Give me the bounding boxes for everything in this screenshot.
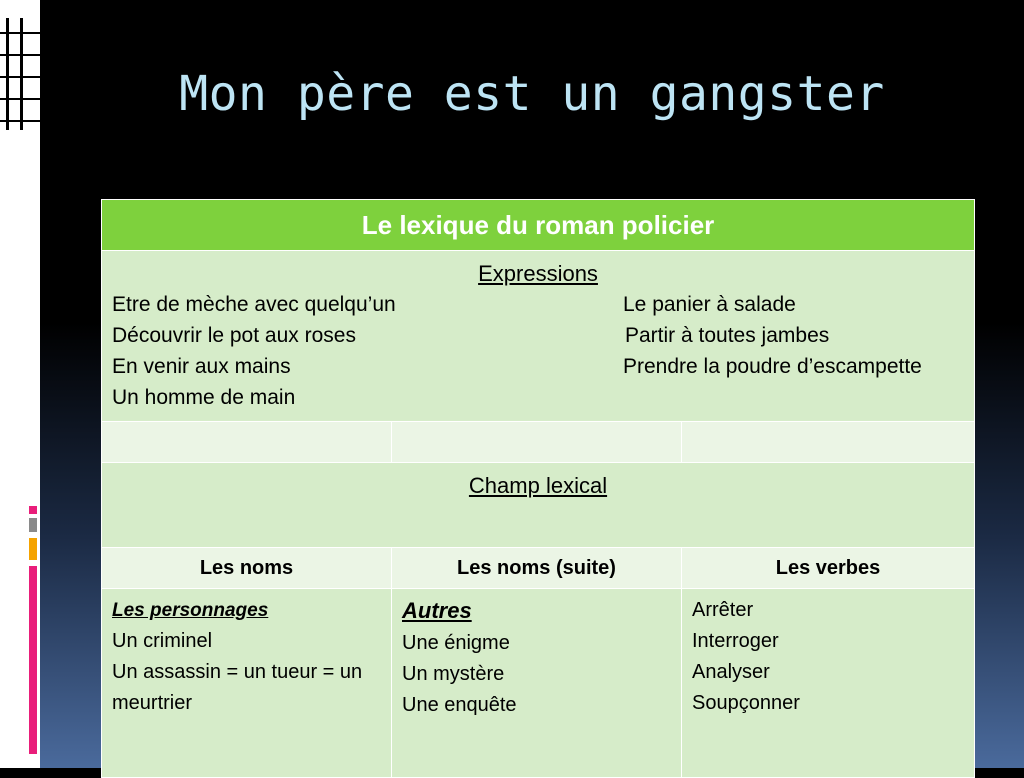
- list-item: Une énigme: [402, 632, 510, 654]
- noms-cell: [102, 589, 392, 778]
- slide-title: Mon père est un gangster: [179, 66, 885, 122]
- list-item: Une enquête: [402, 694, 517, 716]
- autres-subtitle: Autres: [402, 598, 472, 623]
- column-header-verbes: Les verbes: [682, 548, 975, 589]
- noms-suite-cell: [392, 589, 682, 778]
- accent-bar-pink: [29, 566, 37, 754]
- expressions-title: Expressions: [478, 261, 598, 286]
- empty-cell: [392, 422, 682, 463]
- expression-right: Partir à toutes jambes: [625, 324, 830, 347]
- lexicon-table: [101, 199, 975, 778]
- expression-right: Prendre la poudre d’escampette: [623, 355, 922, 378]
- accent-bar-pink-small: [29, 506, 37, 514]
- accent-bar-gray: [29, 518, 37, 532]
- expression-row: [112, 351, 964, 382]
- table-header: Le lexique du roman policier: [102, 200, 975, 251]
- expression-right: Le panier à salade: [623, 293, 796, 316]
- expression-left: En venir aux mains: [112, 355, 291, 378]
- expressions-cell: [102, 251, 975, 422]
- column-header-noms-suite: Les noms (suite): [392, 548, 682, 589]
- list-item: Un criminel: [112, 630, 213, 652]
- left-decoration-strip: [0, 0, 40, 768]
- personnages-subtitle: Les personnages: [112, 600, 269, 621]
- list-item: Interroger: [692, 630, 779, 652]
- list-item: Un mystère: [402, 663, 505, 685]
- champ-lexical-title: Champ lexical: [468, 473, 608, 498]
- expression-left: Découvrir le pot aux roses: [112, 324, 356, 347]
- list-item: Un assassin = un tueur = un meurtrier: [112, 661, 363, 714]
- column-header-noms: Les noms: [102, 548, 392, 589]
- expression-left: Etre de mèche avec quelqu’un: [112, 293, 396, 316]
- list-item: Arrêter: [692, 599, 754, 621]
- expression-left: Un homme de main: [112, 386, 296, 409]
- empty-cell: [682, 422, 975, 463]
- verbes-cell: [682, 589, 975, 778]
- list-item: Soupçonner: [692, 692, 800, 714]
- champ-lexical-cell: [102, 463, 975, 548]
- list-item: Analyser: [692, 661, 770, 683]
- accent-bar-orange: [29, 538, 37, 560]
- expression-row: [112, 289, 964, 320]
- decorative-line: [6, 18, 9, 130]
- expression-row: [112, 382, 964, 413]
- empty-cell: [102, 422, 392, 463]
- expression-row: [112, 320, 964, 351]
- decorative-line: [20, 18, 23, 130]
